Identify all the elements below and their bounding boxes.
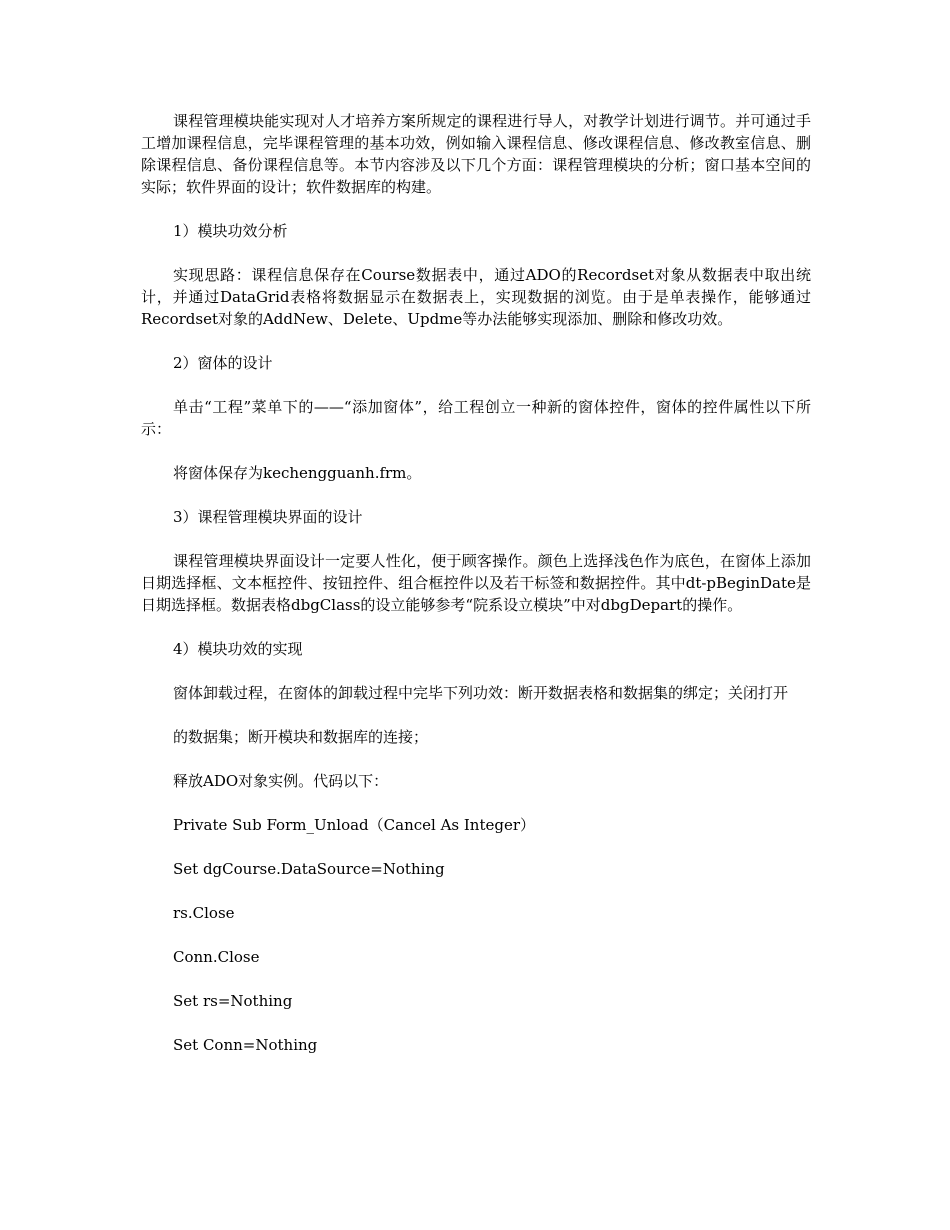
section-heading-4: 4）模块功效的实现 [173,640,303,658]
implementation-paragraph: 实现思路：课程信息保存在Course数据表中，通过ADO的Recordset对象从数据表中取出统计，并通过DataGrid表格将数据显示在数据表上，实现数据的浏览。由于是单表操作，能够通过Recordset对象的AddNew、Delete、Updme等办法能够实现添加、删除和修改功效。 [141,266,811,328]
interface-design-paragraph: 课程管理模块界面设计一定要人性化，便于顾客操作。颜色上选择浅色作为底色，在窗体上添加日期选择框、文本框控件、按钮控件、组合框控件以及若干标签和数据控件。其中dt-pBeginDate是日期选择框。数据表格dbgClass的设立能够参考“院系设立模块”中对dbgDepart的操作。 [141,552,811,614]
code-line: Private Sub Form_Unload（Cancel As Integer） [173,816,536,834]
code-line: Set Conn=Nothing [173,1036,318,1054]
unload-paragraph: 窗体卸载过程，在窗体的卸载过程中完毕下列功效：断开数据表格和数据集的绑定；关闭打开 [173,684,789,702]
intro-paragraph: 课程管理模块能实现对人才培养方案所规定的课程进行导人，对教学计划进行调节。并可通过手工增加课程信息，完毕课程管理的基本功效，例如输入课程信息、修改课程信息、修改教室信息、删除课程信息、备份课程信息等。本节内容涉及以下几个方面：课程管理模块的分析；窗口基本空间的实际；软件界面的设计；软件数据库的构建。 [141,112,811,196]
form-design-paragraph: 单击“工程”菜单下的——“添加窗体”，给工程创立一种新的窗体控件，窗体的控件属性以下所示： [141,398,811,438]
code-line: rs.Close [173,904,235,922]
code-line: Conn.Close [173,948,260,966]
section-heading-2: 2）窗体的设计 [173,354,273,372]
save-form-paragraph: 将窗体保存为kechengguanh.frm。 [173,464,422,482]
document-body [141,110,811,1078]
code-line: Set dgCourse.DataSource=Nothing [173,860,445,878]
section-heading-1: 1）模块功效分析 [173,222,288,240]
code-line: Set rs=Nothing [173,992,293,1010]
text-line: 释放ADO对象实例。代码以下： [173,772,389,790]
section-heading-3: 3）课程管理模块界面的设计 [173,508,363,526]
text-line: 的数据集；断开模块和数据库的连接； [173,728,429,746]
